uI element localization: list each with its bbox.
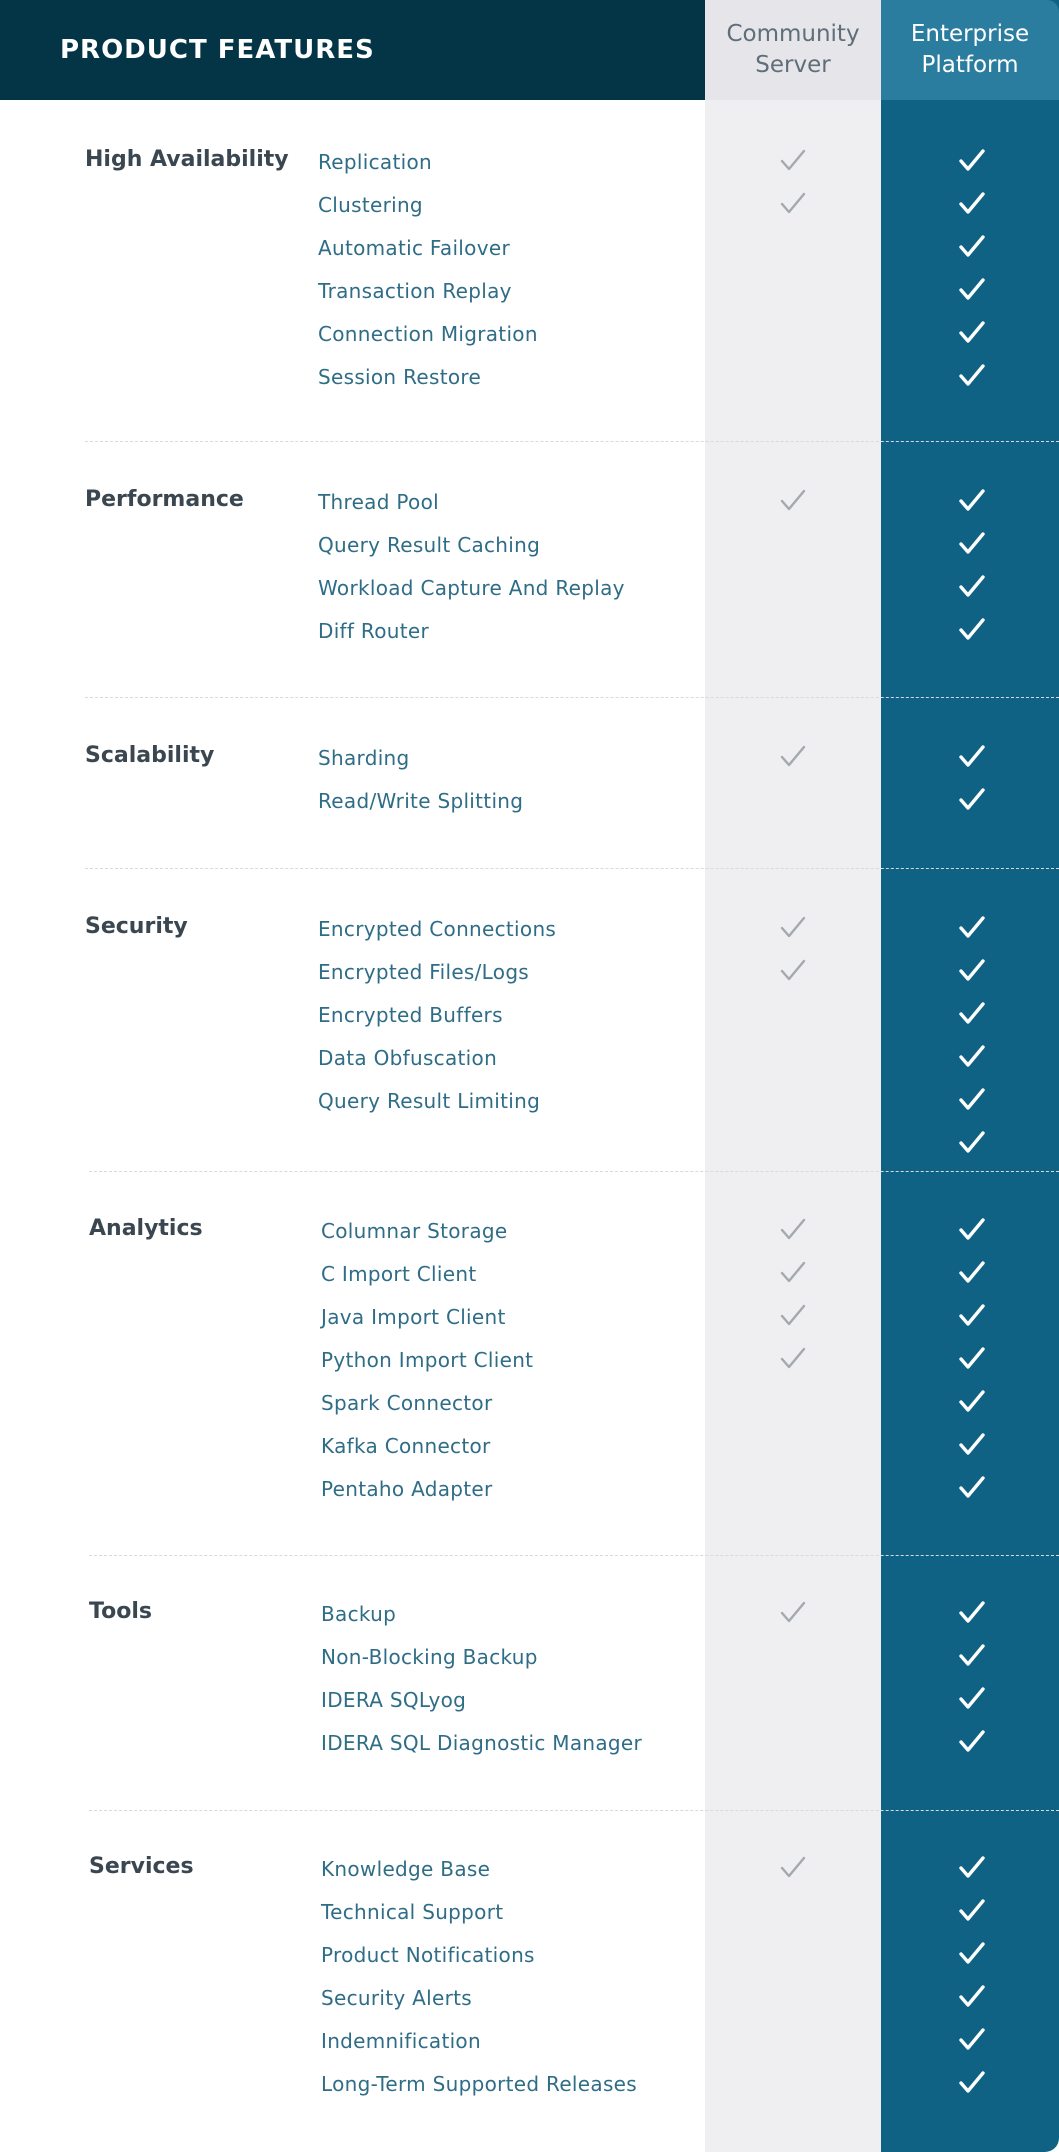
category-label: Analytics: [89, 1216, 203, 1241]
table-header: [0, 0, 705, 100]
feature-row: [0, 1132, 1059, 1175]
community-checkmark-icon: [773, 183, 813, 223]
enterprise-checkmark-icon: [952, 1209, 992, 1249]
enterprise-checkmark-icon: [952, 140, 992, 180]
section-divider: [89, 1555, 1059, 1556]
enterprise-checkmark-icon: [952, 2062, 992, 2102]
feature-row: [0, 1986, 1059, 2029]
feature-row: [0, 1434, 1059, 1477]
feature-row: [0, 490, 1059, 533]
feature-name: Data Obfuscation: [318, 1046, 498, 1070]
enterprise-checkmark-icon: [952, 269, 992, 309]
enterprise-checkmark-icon: [952, 1933, 992, 1973]
enterprise-checkmark-icon: [952, 2019, 992, 2059]
community-header-line2: Server: [755, 52, 831, 78]
feature-row: [0, 1857, 1059, 1900]
enterprise-header-line1: Enterprise: [910, 21, 1030, 47]
feature-name: Long-Term Supported Releases: [321, 2072, 637, 2096]
enterprise-checkmark-icon: [952, 226, 992, 266]
enterprise-checkmark-icon: [952, 1678, 992, 1718]
community-header-line1: Community: [726, 21, 860, 47]
enterprise-platform-header: [881, 0, 1059, 100]
feature-row: [0, 533, 1059, 576]
enterprise-checkmark-icon: [952, 355, 992, 395]
category-label: Performance: [85, 487, 244, 512]
enterprise-checkmark-icon: [952, 1847, 992, 1887]
feature-name: Pentaho Adapter: [321, 1477, 493, 1501]
feature-name: Diff Router: [318, 619, 429, 643]
community-checkmark-icon: [773, 1338, 813, 1378]
community-checkmark-icon: [773, 1295, 813, 1335]
feature-name: Product Notifications: [321, 1943, 535, 1967]
feature-name: Backup: [321, 1602, 397, 1626]
feature-row: [0, 789, 1059, 832]
enterprise-checkmark-icon: [952, 1079, 992, 1119]
section-divider: [89, 1810, 1059, 1811]
feature-row: [0, 1003, 1059, 1046]
community-checkmark-icon: [773, 1592, 813, 1632]
feature-name: IDERA SQL Diagnostic Manager: [321, 1731, 643, 1755]
community-server-header: [705, 0, 881, 100]
feature-name: Read/Write Splitting: [318, 789, 524, 813]
feature-name: Session Restore: [318, 365, 482, 389]
feature-name: Encrypted Connections: [318, 917, 557, 941]
feature-row: [0, 619, 1059, 662]
section-divider: [89, 1171, 1059, 1172]
feature-row: [0, 2029, 1059, 2072]
feature-name: Technical Support: [321, 1900, 504, 1924]
table-title: PRODUCT FEATURES: [60, 35, 375, 65]
feature-name: Sharding: [318, 746, 410, 770]
enterprise-checkmark-icon: [952, 1721, 992, 1761]
feature-row: [0, 1731, 1059, 1774]
enterprise-checkmark-icon: [952, 312, 992, 352]
community-checkmark-icon: [773, 736, 813, 776]
category-label: High Availability: [85, 147, 289, 172]
enterprise-checkmark-icon: [952, 183, 992, 223]
feature-name: Spark Connector: [321, 1391, 493, 1415]
section-divider: [85, 868, 1059, 869]
feature-name: Connection Migration: [318, 322, 538, 346]
feature-name: Indemnification: [321, 2029, 481, 2053]
feature-name: IDERA SQLyog: [321, 1688, 467, 1712]
feature-name: Knowledge Base: [321, 1857, 491, 1881]
enterprise-checkmark-icon: [952, 1592, 992, 1632]
feature-name: Security Alerts: [321, 1986, 473, 2010]
category-label: Tools: [89, 1599, 152, 1624]
community-checkmark-icon: [773, 480, 813, 520]
enterprise-checkmark-icon: [952, 1635, 992, 1675]
feature-row: [0, 1645, 1059, 1688]
feature-name: Clustering: [318, 193, 423, 217]
feature-name: Thread Pool: [318, 490, 439, 514]
feature-row: [0, 1688, 1059, 1731]
feature-row: [0, 150, 1059, 193]
feature-row: [0, 917, 1059, 960]
feature-row: [0, 1262, 1059, 1305]
category-label: Scalability: [85, 743, 215, 768]
enterprise-checkmark-icon: [952, 1036, 992, 1076]
feature-row: [0, 2072, 1059, 2115]
category-label: Security: [85, 914, 188, 939]
enterprise-checkmark-icon: [952, 609, 992, 649]
enterprise-checkmark-icon: [952, 779, 992, 819]
community-checkmark-icon: [773, 140, 813, 180]
community-checkmark-icon: [773, 1209, 813, 1249]
category-label: Services: [89, 1854, 194, 1879]
enterprise-checkmark-icon: [952, 1976, 992, 2016]
enterprise-checkmark-icon: [952, 523, 992, 563]
enterprise-checkmark-icon: [952, 1381, 992, 1421]
feature-row: [0, 746, 1059, 789]
community-checkmark-icon: [773, 1847, 813, 1887]
feature-name: Query Result Limiting: [318, 1089, 541, 1113]
feature-row: [0, 279, 1059, 322]
feature-row: [0, 236, 1059, 279]
feature-row: [0, 1046, 1059, 1089]
feature-row: [0, 576, 1059, 619]
feature-name: Non-Blocking Backup: [321, 1645, 538, 1669]
feature-name: Kafka Connector: [321, 1434, 491, 1458]
feature-name: Encrypted Files/Logs: [318, 960, 530, 984]
feature-name: Automatic Failover: [318, 236, 510, 260]
feature-name: Transaction Replay: [318, 279, 512, 303]
enterprise-checkmark-icon: [952, 1338, 992, 1378]
feature-name: Workload Capture And Replay: [318, 576, 625, 600]
enterprise-checkmark-icon: [952, 993, 992, 1033]
feature-row: [0, 1900, 1059, 1943]
feature-row: [0, 1219, 1059, 1262]
feature-name: Encrypted Buffers: [318, 1003, 503, 1027]
enterprise-checkmark-icon: [952, 1122, 992, 1162]
enterprise-checkmark-icon: [952, 1890, 992, 1930]
enterprise-checkmark-icon: [952, 907, 992, 947]
feature-name: Replication: [318, 150, 432, 174]
feature-name: Query Result Caching: [318, 533, 541, 557]
community-checkmark-icon: [773, 1252, 813, 1292]
feature-row: [0, 1305, 1059, 1348]
enterprise-checkmark-icon: [952, 480, 992, 520]
enterprise-checkmark-icon: [952, 1295, 992, 1335]
enterprise-checkmark-icon: [952, 566, 992, 606]
enterprise-checkmark-icon: [952, 736, 992, 776]
feature-row: [0, 1477, 1059, 1520]
enterprise-checkmark-icon: [952, 1467, 992, 1507]
feature-name: Python Import Client: [321, 1348, 534, 1372]
section-divider: [85, 441, 1059, 442]
feature-row: [0, 193, 1059, 236]
feature-row: [0, 1602, 1059, 1645]
feature-row: [0, 1348, 1059, 1391]
feature-row: [0, 1943, 1059, 1986]
feature-row: [0, 1391, 1059, 1434]
community-checkmark-icon: [773, 950, 813, 990]
feature-name: C Import Client: [321, 1262, 477, 1286]
feature-row: [0, 1089, 1059, 1132]
feature-row: [0, 365, 1059, 408]
enterprise-checkmark-icon: [952, 1424, 992, 1464]
enterprise-header-line2: Platform: [921, 52, 1019, 78]
feature-name: Columnar Storage: [321, 1219, 508, 1243]
section-divider: [85, 697, 1059, 698]
enterprise-checkmark-icon: [952, 1252, 992, 1292]
feature-name: Java Import Client: [321, 1305, 506, 1329]
feature-row: [0, 322, 1059, 365]
community-checkmark-icon: [773, 907, 813, 947]
enterprise-checkmark-icon: [952, 950, 992, 990]
feature-row: [0, 960, 1059, 1003]
